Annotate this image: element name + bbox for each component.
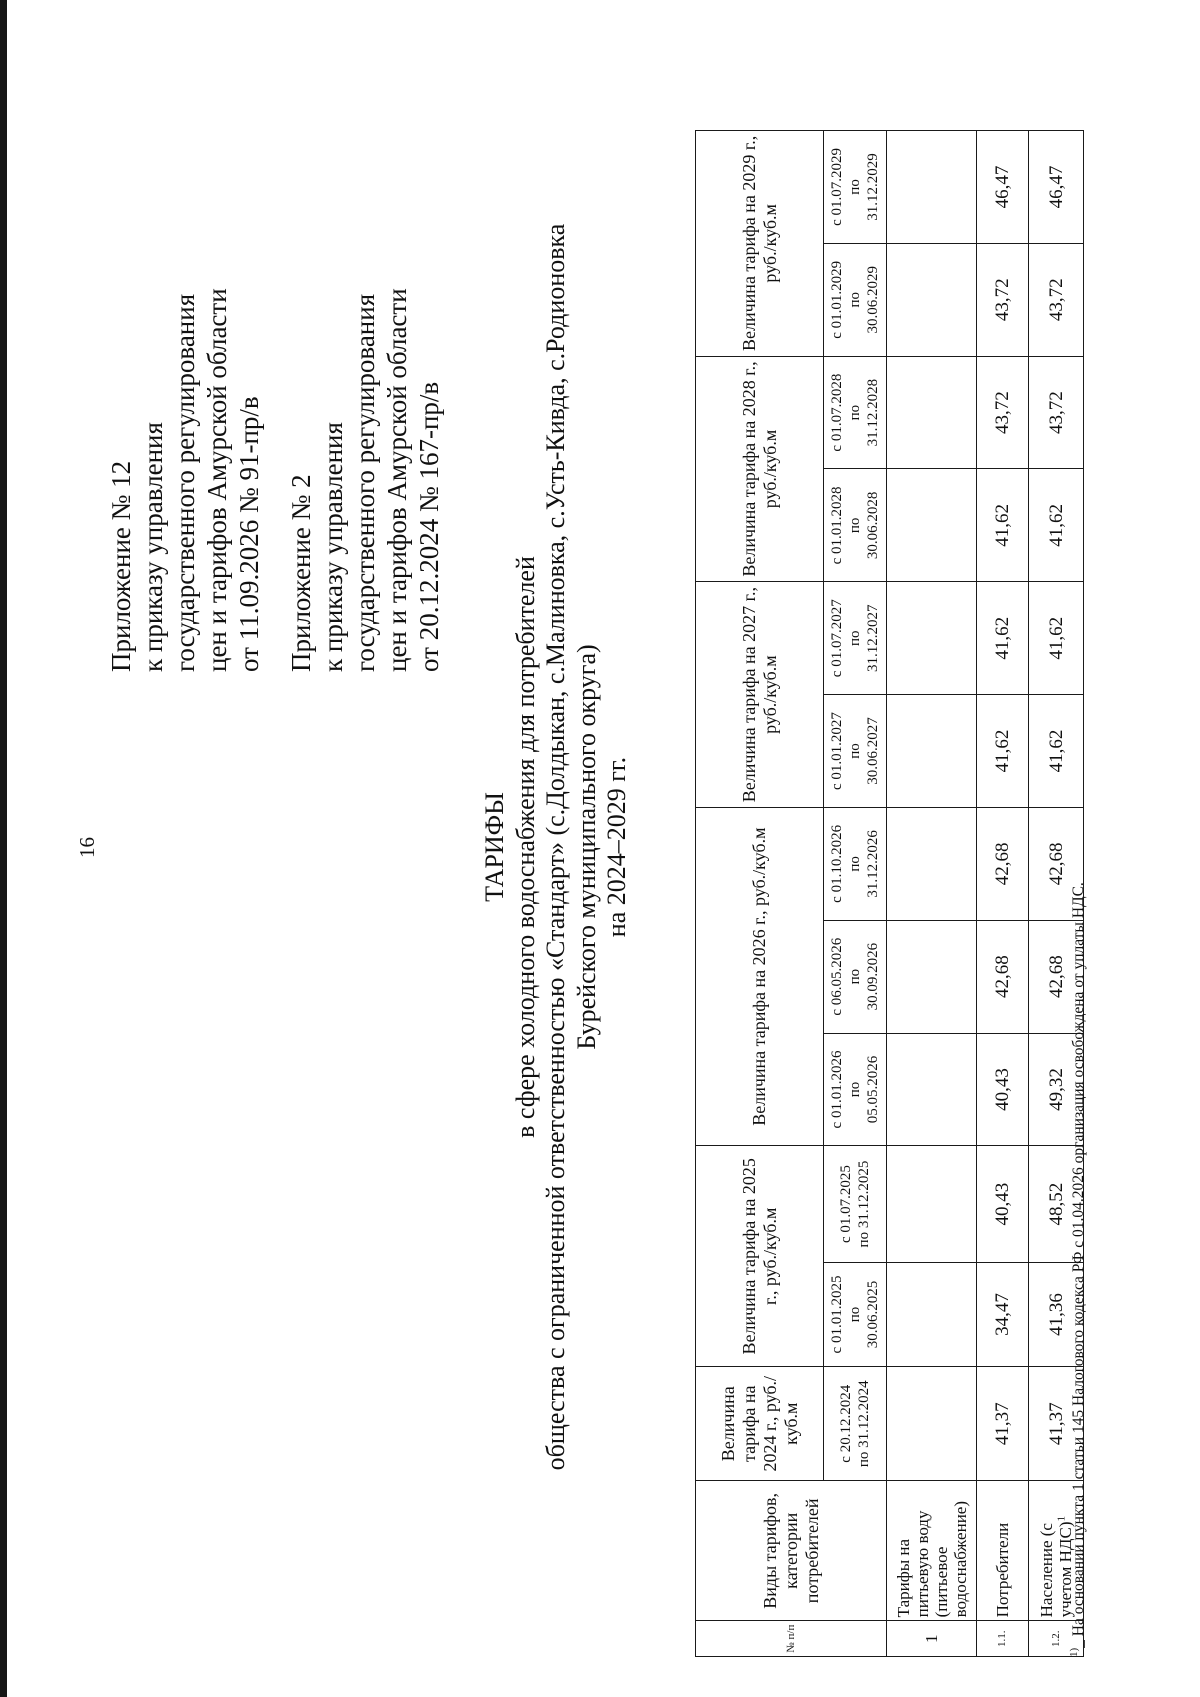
empty-cell bbox=[887, 1146, 977, 1262]
tariff-value: 41,62 bbox=[977, 582, 1029, 695]
tariff-value: 41,37 bbox=[1029, 1367, 1084, 1481]
period-header bbox=[824, 1146, 887, 1262]
period-line: 30.06.2029 bbox=[865, 266, 881, 334]
period-line: с 01.07.2027 bbox=[829, 599, 845, 678]
period-line: с 01.01.2026 bbox=[829, 1050, 845, 1129]
appendix-original-block bbox=[285, 288, 445, 672]
footnote-marker: 1 bbox=[1055, 1516, 1068, 1522]
period-line: по bbox=[847, 743, 863, 759]
document-title: ТАРИФЫ bbox=[480, 792, 509, 902]
period-line: 30.06.2025 bbox=[865, 1280, 881, 1349]
period-line: по 31.12.2025 bbox=[856, 1160, 872, 1248]
column-header-number: № п/п bbox=[696, 1621, 887, 1657]
period-line: с 01.01.2029 bbox=[829, 260, 845, 339]
period-line: с 01.07.2028 bbox=[829, 373, 845, 452]
tariff-value: 43,72 bbox=[977, 356, 1029, 469]
tariff-value: 43,72 bbox=[1029, 243, 1084, 356]
empty-cell bbox=[887, 1033, 977, 1146]
tariff-value: 49,32 bbox=[1029, 1033, 1084, 1146]
empty-cell bbox=[887, 243, 977, 356]
period-line: 30.06.2028 bbox=[865, 491, 881, 560]
period-line: по bbox=[847, 968, 863, 985]
year-header-2025: Величина тарифа на 2025 г., руб./куб.м bbox=[696, 1146, 824, 1367]
period-line: с 01.01.2025 bbox=[829, 1275, 845, 1354]
period-line: по bbox=[847, 404, 863, 421]
period-line: по bbox=[847, 292, 863, 308]
appendix-line: государственного регулирования bbox=[170, 293, 200, 672]
table-row bbox=[977, 131, 1029, 1657]
period-header bbox=[824, 695, 887, 808]
period-header bbox=[824, 920, 887, 1033]
heading-line: в сфере холодного водоснабжения для потребителей bbox=[510, 556, 540, 1138]
period-line: по bbox=[847, 856, 863, 872]
year-header-2029: Величина тарифа на 2029 г., руб./куб.м bbox=[696, 131, 824, 357]
heading-line: Бурейского муниципального округа) bbox=[571, 644, 601, 1050]
empty-cell bbox=[887, 469, 977, 582]
period-line: 31.12.2026 bbox=[865, 830, 881, 898]
tariff-value: 34,47 bbox=[977, 1262, 1029, 1367]
period-line: по bbox=[847, 630, 863, 646]
period-line: по bbox=[847, 1081, 863, 1098]
row-label: Население (с учетом НДС) bbox=[1037, 1521, 1075, 1618]
footnote-marker: 1) bbox=[1067, 1647, 1080, 1657]
period-line: 05.05.2026 bbox=[865, 1055, 881, 1124]
empty-cell bbox=[887, 131, 977, 244]
empty-cell bbox=[887, 1367, 977, 1481]
appendix-line: Приложение № 2 bbox=[286, 474, 316, 672]
period-line: с 06.05.2026 bbox=[829, 937, 845, 1016]
tariff-value: 42,68 bbox=[977, 920, 1029, 1033]
section-number: 1 bbox=[887, 1621, 977, 1657]
tariff-value: 48,52 bbox=[1029, 1146, 1084, 1262]
appendix-line: Приложение № 12 bbox=[106, 460, 136, 672]
tariff-value: 42,68 bbox=[1029, 920, 1084, 1033]
tariff-value: 41,62 bbox=[1029, 582, 1084, 695]
year-header-2024: Величина тарифа на 2024 г., руб./куб.м bbox=[696, 1367, 824, 1481]
column-header-type: Виды тарифов, категории потребителей bbox=[696, 1481, 887, 1621]
year-header-2027: Величина тарифа на 2027 г., руб./куб.м bbox=[696, 582, 824, 808]
period-line: 30.09.2026 bbox=[865, 942, 881, 1011]
tariff-value: 42,68 bbox=[1029, 807, 1084, 920]
year-header-2028: Величина тарифа на 2028 г., руб./куб.м bbox=[696, 356, 824, 582]
appendix-current-block bbox=[105, 288, 265, 672]
heading-line: на 2024–2029 гг. bbox=[602, 756, 631, 938]
period-line: по bbox=[847, 517, 863, 534]
table-header-years bbox=[696, 131, 824, 1657]
page-number: 16 bbox=[75, 837, 99, 858]
period-line: по bbox=[847, 179, 863, 195]
period-line: 31.12.2027 bbox=[865, 604, 881, 672]
tariff-value: 46,47 bbox=[977, 131, 1029, 244]
appendix-line: от 11.09.2026 № 91-пр/в bbox=[234, 396, 264, 672]
empty-cell bbox=[887, 807, 977, 920]
tariff-table bbox=[695, 130, 1084, 1657]
period-line: с 01.01.2027 bbox=[829, 712, 845, 790]
period-line: по bbox=[847, 1306, 863, 1323]
period-header bbox=[824, 131, 887, 244]
period-line: по 31.12.2024 bbox=[856, 1380, 872, 1468]
period-header bbox=[824, 356, 887, 469]
section-label: Тарифы на питьевую воду (питьевое водоснабжение) bbox=[887, 1481, 977, 1621]
row-number: 1.1. bbox=[977, 1621, 1029, 1657]
row-number: 1.2. bbox=[1029, 1621, 1084, 1657]
tariff-value: 40,43 bbox=[977, 1146, 1029, 1262]
heading-line: общества с ограниченной ответственностью «Стандарт» (с.Долдыкан, с.Малиновка, с.Усть-Кивда, с.Родионовка bbox=[541, 223, 570, 1471]
appendix-line: государственного регулирования bbox=[350, 293, 380, 672]
period-line: 31.12.2029 bbox=[865, 153, 881, 221]
period-line: с 01.01.2028 bbox=[829, 486, 845, 565]
empty-cell bbox=[887, 920, 977, 1033]
appendix-line: к приказу управления bbox=[138, 422, 168, 672]
period-header bbox=[824, 1367, 887, 1481]
tariff-value: 41,62 bbox=[977, 469, 1029, 582]
period-header bbox=[824, 1262, 887, 1367]
period-line: с 01.07.2025 bbox=[838, 1165, 854, 1244]
table-section-row bbox=[887, 131, 977, 1657]
tariff-value: 41,62 bbox=[977, 695, 1029, 808]
period-header bbox=[824, 469, 887, 582]
row-label: Потребители bbox=[977, 1481, 1029, 1621]
period-line: 31.12.2028 bbox=[865, 378, 881, 447]
empty-cell bbox=[887, 695, 977, 808]
tariff-value: 46,47 bbox=[1029, 131, 1084, 244]
appendix-line: цен и тарифов Амурской области bbox=[202, 288, 232, 672]
tariff-value: 40,43 bbox=[977, 1033, 1029, 1146]
empty-cell bbox=[887, 356, 977, 469]
tariff-value: 42,68 bbox=[977, 807, 1029, 920]
period-line: с 20.12.2024 bbox=[838, 1384, 854, 1463]
period-header bbox=[824, 582, 887, 695]
period-line: с 01.07.2029 bbox=[829, 147, 845, 226]
tariff-value: 41,36 bbox=[1029, 1262, 1084, 1367]
appendix-line: цен и тарифов Амурской области bbox=[382, 288, 412, 672]
tariff-value: 43,72 bbox=[1029, 356, 1084, 469]
period-header bbox=[824, 1033, 887, 1146]
year-header-2026: Величина тарифа на 2026 г., руб./куб.м bbox=[696, 807, 824, 1145]
tariff-value: 41,37 bbox=[977, 1367, 1029, 1481]
table-header-periods bbox=[824, 131, 887, 1657]
tariff-value: 41,62 bbox=[1029, 695, 1084, 808]
appendix-line: к приказу управления bbox=[318, 422, 348, 672]
tariff-value: 41,62 bbox=[1029, 469, 1084, 582]
document-heading bbox=[480, 197, 633, 1497]
period-header bbox=[824, 243, 887, 356]
period-line: с 01.10.2026 bbox=[829, 824, 845, 903]
tariff-value: 43,72 bbox=[977, 243, 1029, 356]
appendix-line: от 20.12.2024 № 167-пр/в bbox=[414, 381, 444, 672]
period-line: 30.06.2027 bbox=[865, 717, 881, 785]
empty-cell bbox=[887, 1262, 977, 1367]
footnote bbox=[1067, 882, 1088, 1657]
period-header bbox=[824, 807, 887, 920]
empty-cell bbox=[887, 582, 977, 695]
footnote-text: _ На основании пункта 1 статьи 145 Налогового кодекса РФ с 01.04.2026 организация освобождена от уплаты НДС. bbox=[1070, 882, 1087, 1648]
